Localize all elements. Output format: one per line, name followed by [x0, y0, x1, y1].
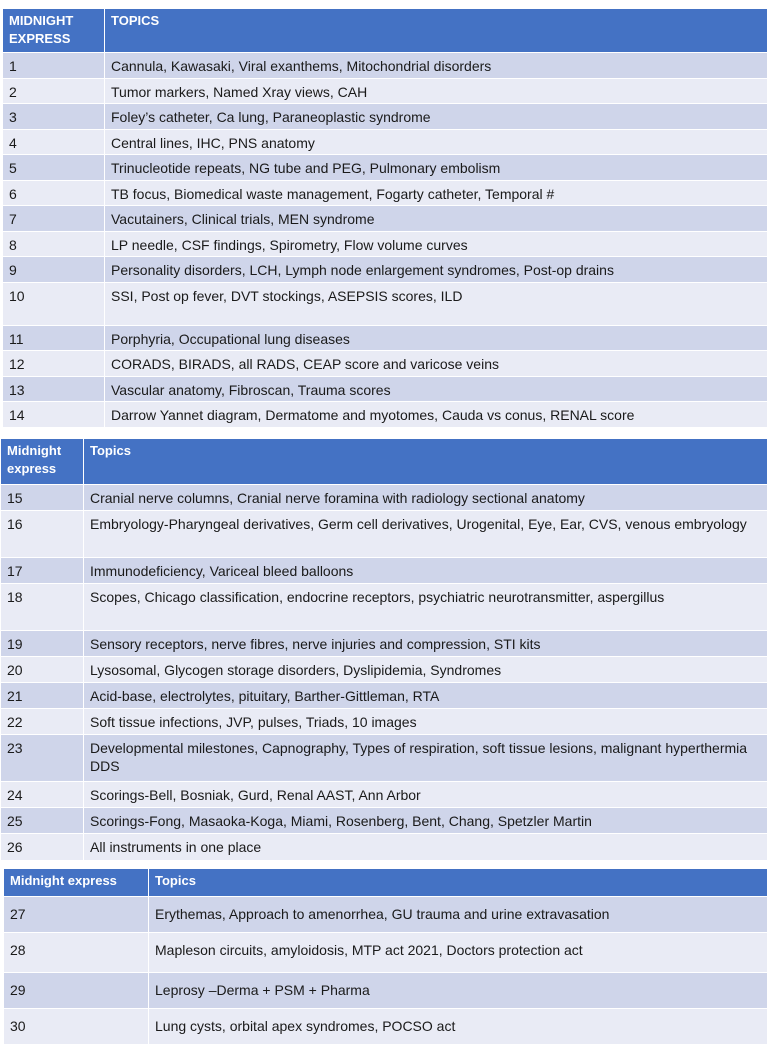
- row-number: 1: [3, 53, 105, 79]
- row-number: 7: [3, 206, 105, 232]
- table-row: [3, 283, 768, 326]
- row-number: 8: [3, 232, 105, 257]
- table-row: [1, 709, 768, 735]
- row-number: 21: [1, 683, 84, 709]
- row-topics: Acid-base, electrolytes, pituitary, Barther-Gittleman, RTA: [84, 683, 768, 709]
- table-row: [1, 511, 768, 558]
- row-topics: Cranial nerve columns, Cranial nerve foramina with radiology sectional anatomy: [84, 485, 768, 511]
- table-row: [3, 79, 768, 104]
- column-header-topics: Topics: [149, 869, 768, 897]
- row-number: 13: [3, 377, 105, 402]
- row-number: 15: [1, 485, 84, 511]
- row-topics: Scopes, Chicago classification, endocrine receptors, psychiatric neurotransmitter, aspergillus: [84, 584, 768, 631]
- row-number: 3: [3, 104, 105, 130]
- row-number: 30: [4, 1009, 149, 1045]
- row-topics: Personality disorders, LCH, Lymph node enlargement syndromes, Post-op drains: [105, 257, 768, 283]
- row-topics: All instruments in one place: [84, 834, 768, 861]
- row-topics: Developmental milestones, Capnography, Types of respiration, soft tissue lesions, malignant hyperthermia DDS: [84, 735, 768, 782]
- row-topics: Vacutainers, Clinical trials, MEN syndrome: [105, 206, 768, 232]
- row-topics: SSI, Post op fever, DVT stockings, ASEPSIS scores, ILD: [105, 283, 768, 326]
- table-row: [3, 181, 768, 206]
- row-number: 28: [4, 933, 149, 973]
- table-row: [3, 257, 768, 283]
- table-row: [1, 735, 768, 782]
- table-row: [3, 206, 768, 232]
- table-row: [3, 53, 768, 79]
- row-number: 24: [1, 782, 84, 808]
- table-row: [1, 485, 768, 511]
- row-topics: Central lines, IHC, PNS anatomy: [105, 130, 768, 155]
- row-number: 25: [1, 808, 84, 834]
- row-topics: Tumor markers, Named Xray views, CAH: [105, 79, 768, 104]
- table-row: [1, 584, 768, 631]
- row-number: 22: [1, 709, 84, 735]
- row-topics: LP needle, CSF findings, Spirometry, Flow volume curves: [105, 232, 768, 257]
- column-header-topics: Topics: [84, 439, 768, 485]
- table-header-row: [3, 9, 768, 53]
- row-topics: Scorings-Bell, Bosniak, Gurd, Renal AAST, Ann Arbor: [84, 782, 768, 808]
- row-number: 9: [3, 257, 105, 283]
- row-topics: Soft tissue infections, JVP, pulses, Triads, 10 images: [84, 709, 768, 735]
- table-row: [1, 631, 768, 657]
- table-row: [3, 351, 768, 377]
- row-number: 10: [3, 283, 105, 326]
- table-row: [4, 897, 768, 933]
- table-row: [1, 808, 768, 834]
- row-number: 29: [4, 973, 149, 1009]
- row-topics: Mapleson circuits, amyloidosis, MTP act 2021, Doctors protection act: [149, 933, 768, 973]
- table-row: [3, 326, 768, 351]
- column-header-midnight-express: Midnight express: [4, 869, 149, 897]
- row-topics: Porphyria, Occupational lung diseases: [105, 326, 768, 351]
- table-row: [4, 973, 768, 1009]
- table-row: [3, 155, 768, 181]
- table-row: [3, 377, 768, 402]
- row-number: 16: [1, 511, 84, 558]
- row-topics: TB focus, Biomedical waste management, Fogarty catheter, Temporal #: [105, 181, 768, 206]
- column-header-midnight-express: Midnight express: [1, 439, 84, 485]
- table-row: [3, 104, 768, 130]
- table-row: [1, 834, 768, 861]
- row-topics: Foley’s catheter, Ca lung, Paraneoplastic syndrome: [105, 104, 768, 130]
- row-topics: Embryology-Pharyngeal derivatives, Germ cell derivatives, Urogenital, Eye, Ear, CVS, venous embryology: [84, 511, 768, 558]
- row-topics: Lung cysts, orbital apex syndromes, POCSO act: [149, 1009, 768, 1045]
- column-header-midnight-express: MIDNIGHT EXPRESS: [3, 9, 105, 53]
- table-row: [1, 657, 768, 683]
- row-topics: Sensory receptors, nerve fibres, nerve injuries and compression, STI kits: [84, 631, 768, 657]
- row-topics: Scorings-Fong, Masaoka-Koga, Miami, Rosenberg, Bent, Chang, Spetzler Martin: [84, 808, 768, 834]
- row-number: 2: [3, 79, 105, 104]
- table-row: [4, 1009, 768, 1045]
- row-topics: Trinucleotide repeats, NG tube and PEG, Pulmonary embolism: [105, 155, 768, 181]
- row-number: 14: [3, 402, 105, 428]
- row-number: 6: [3, 181, 105, 206]
- topics-table-1: [2, 8, 768, 428]
- row-topics: Leprosy –Derma + PSM + Pharma: [149, 973, 768, 1009]
- row-topics: Erythemas, Approach to amenorrhea, GU trauma and urine extravasation: [149, 897, 768, 933]
- row-number: 23: [1, 735, 84, 782]
- table-row: [1, 782, 768, 808]
- row-number: 27: [4, 897, 149, 933]
- row-topics: Immunodeficiency, Variceal bleed balloons: [84, 558, 768, 584]
- row-number: 11: [3, 326, 105, 351]
- row-topics: Darrow Yannet diagram, Dermatome and myotomes, Cauda vs conus, RENAL score: [105, 402, 768, 428]
- row-topics: CORADS, BIRADS, all RADS, CEAP score and varicose veins: [105, 351, 768, 377]
- table-row: [1, 683, 768, 709]
- row-topics: Cannula, Kawasaki, Viral exanthems, Mitochondrial disorders: [105, 53, 768, 79]
- row-number: 17: [1, 558, 84, 584]
- table-header-row: [4, 869, 768, 897]
- table-row: [4, 933, 768, 973]
- topics-table-2: [0, 438, 768, 861]
- table-header-row: [1, 439, 768, 485]
- row-number: 26: [1, 834, 84, 861]
- row-number: 4: [3, 130, 105, 155]
- row-number: 19: [1, 631, 84, 657]
- row-topics: Vascular anatomy, Fibroscan, Trauma scores: [105, 377, 768, 402]
- row-topics: Lysosomal, Glycogen storage disorders, Dyslipidemia, Syndromes: [84, 657, 768, 683]
- row-number: 5: [3, 155, 105, 181]
- table-row: [3, 130, 768, 155]
- table-row: [3, 232, 768, 257]
- row-number: 12: [3, 351, 105, 377]
- row-number: 20: [1, 657, 84, 683]
- table-row: [3, 402, 768, 428]
- row-number: 18: [1, 584, 84, 631]
- topics-table-3: [3, 868, 768, 1045]
- table-row: [1, 558, 768, 584]
- column-header-topics: TOPICS: [105, 9, 768, 53]
